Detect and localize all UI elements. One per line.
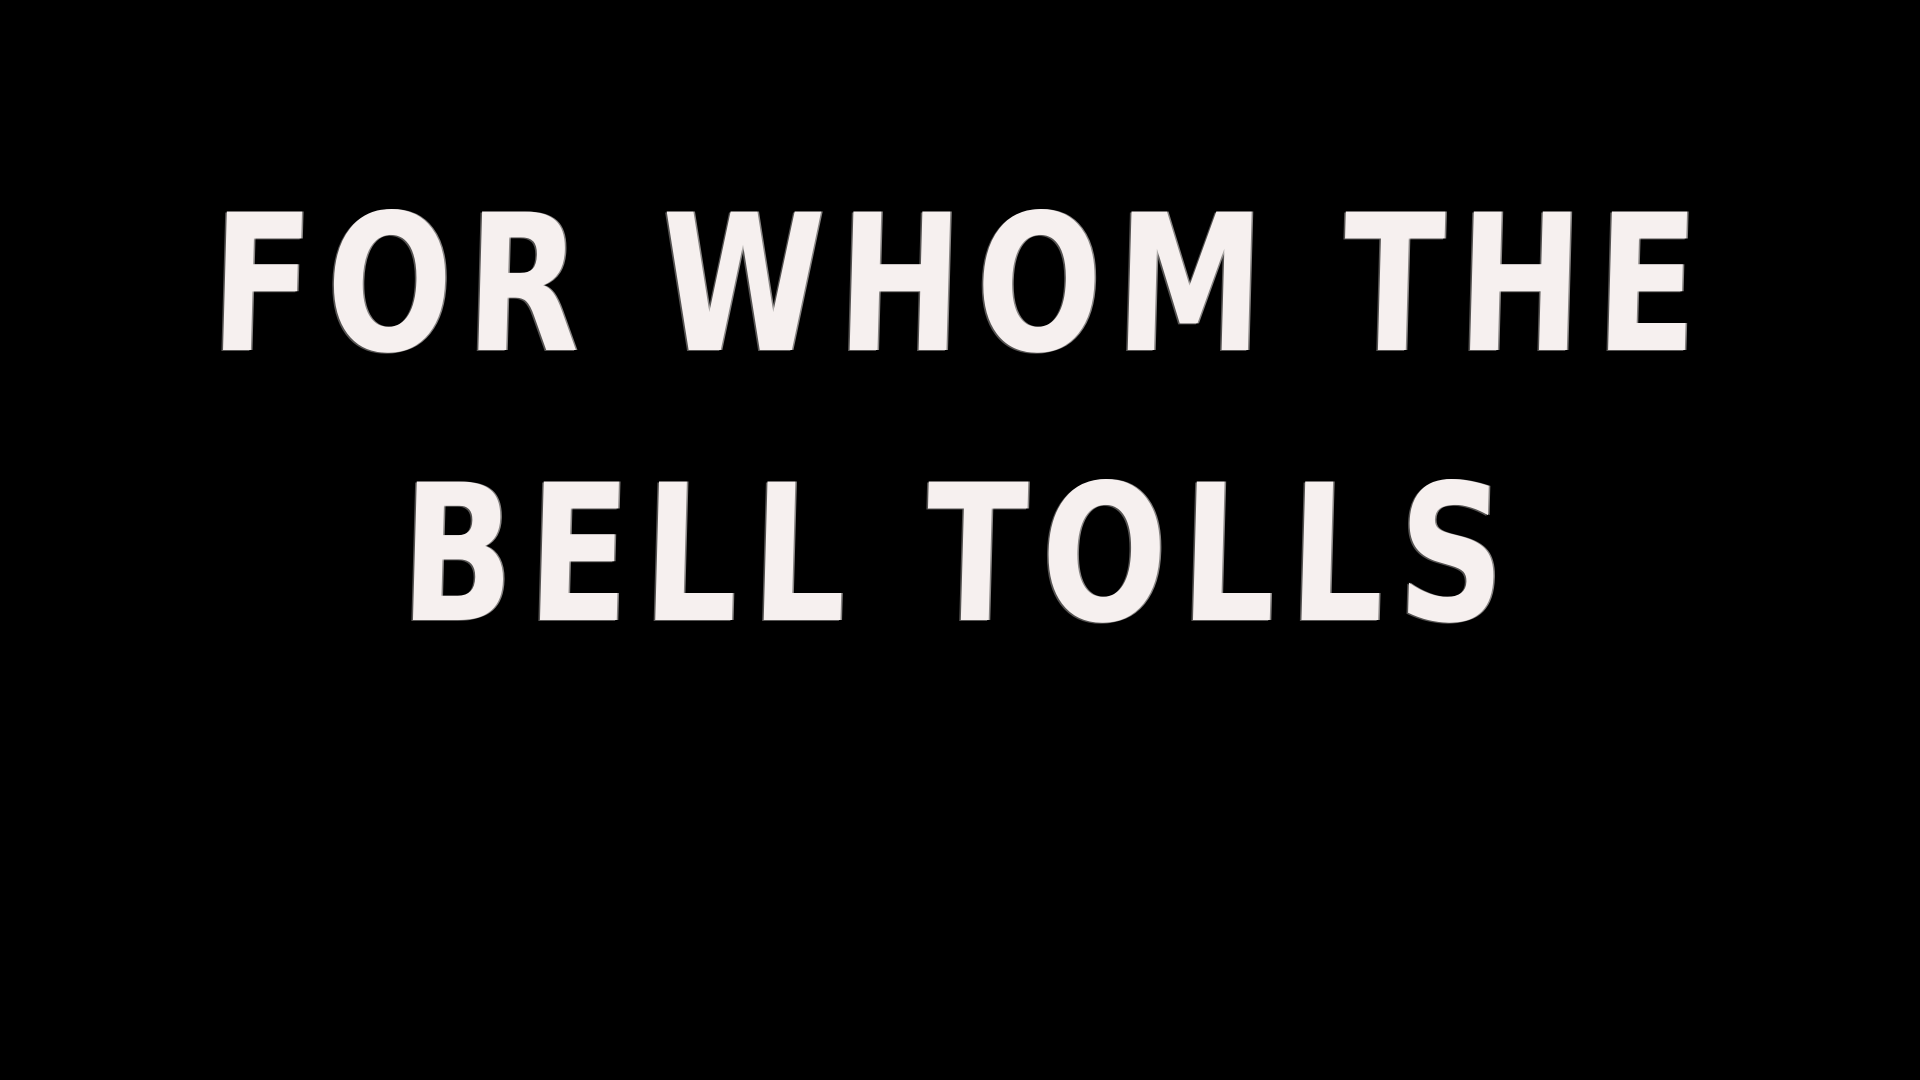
title-text-block	[0, 150, 1920, 690]
title-line-2: BELL TOLLS	[398, 444, 1522, 665]
title-line-1: FOR WHOM THE	[208, 174, 1715, 395]
